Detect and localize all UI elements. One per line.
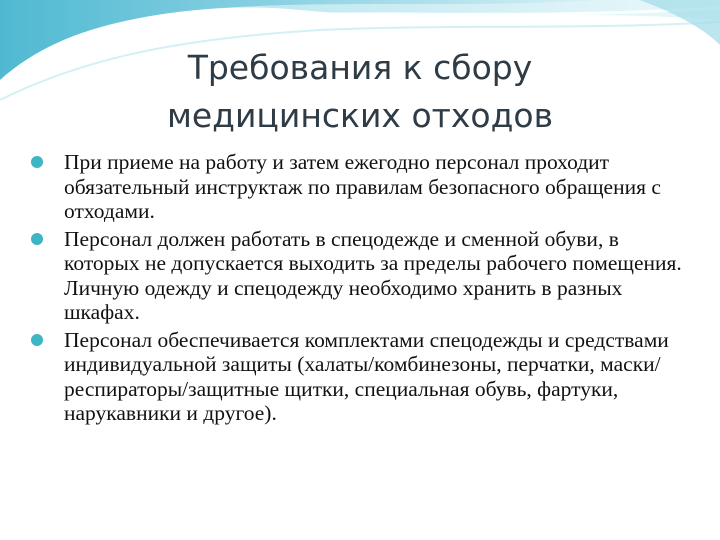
title-line-2: медицинских отходов (166, 96, 554, 135)
slide-title (40, 44, 680, 140)
bullet-dot-icon (31, 156, 43, 168)
bullet-item-2 (28, 227, 698, 325)
bullet-text: При приеме на работу и затем ежегодно персонал проходит обязательный инструктаж по правилам безопасного обращения с отходами. (64, 150, 661, 223)
bullet-item-3 (28, 328, 698, 426)
bullet-text: Персонал обеспечивается комплектами спецодежды и средствами индивидуальной защиты (халаты/комбинезоны, перчатки, маски/респираторы/защитные щитки, специальная обувь, фартуки, нарукавники и другое). (64, 327, 669, 425)
bullet-text: Персонал должен работать в спецодежде и сменной обуви, в которых не допускается выходить за пределы рабочего помещения. Личную одежду и спецодежду необходимо хранить в разных шкафах. (64, 226, 682, 324)
bullet-dot-icon (31, 233, 43, 245)
bullet-dot-icon (31, 334, 43, 346)
title-line-1: Требования к сбору (187, 48, 533, 87)
bullet-list (28, 150, 698, 429)
bullet-item-1 (28, 150, 698, 224)
